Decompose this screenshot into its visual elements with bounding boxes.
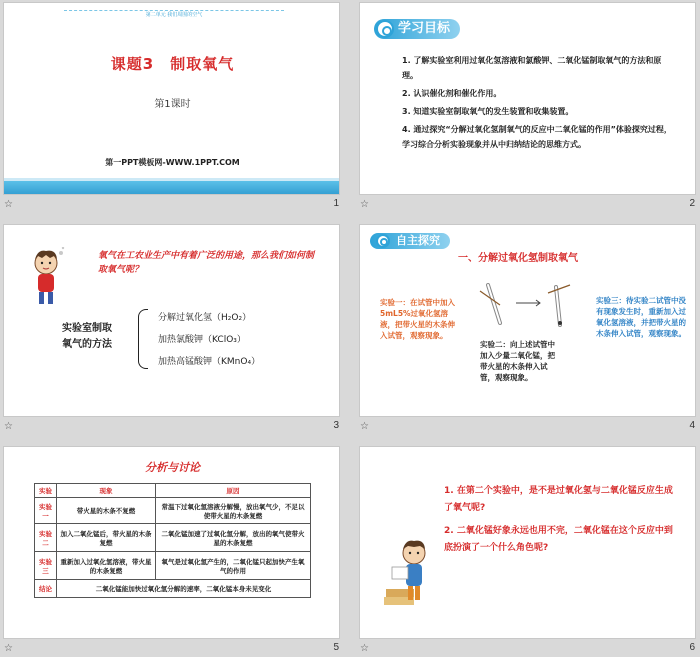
slide-footer [0,198,343,214]
slide-footer [0,420,343,436]
experiment-3-text: 实验三：待实验二试管中没有现象发生时，重新加入过氧化氢溶液，并把带火星的木条伸入试管，观察现象。 [596,296,686,338]
slide-thumb-2[interactable] [356,0,699,215]
list-item: 3. 知道实验室制取氧气的发生装置和收集装置。 [402,107,574,116]
question-bubble: 氧气在工农业生产中有着广泛的用途，那么我们如何制取氧气呢？ [98,251,315,275]
analysis-table [34,483,311,598]
list-item: 加热高锰酸钾（KMnO₄） [158,357,261,367]
section-header-label: 学习目标 [398,21,451,36]
slide-footer [356,420,699,436]
section-header [370,233,450,249]
target-icon [376,20,394,38]
row-label: 实验三 [35,552,57,580]
slide-title: 一、分解过氧化氢制取氧气 [458,253,578,264]
list-item: 2. 认识催化剂和催化作用。 [402,89,502,98]
slide-number: 5 [333,642,339,653]
star-icon[interactable]: ☆ [360,421,369,432]
slide-footer [0,642,343,657]
table-cell: 常温下过氧化氢溶液分解慢，放出氧气少，不足以使带火星的木条复燃 [156,498,311,524]
slide-title: 分析与讨论 [145,461,200,474]
slide-number: 3 [333,420,339,431]
reading-kid-illustration [384,535,434,615]
brace [138,309,148,369]
test-tube-diagram [470,283,590,333]
list-item: 1. 了解实验室利用过氧化氢溶液和氯酸钾、二氧化锰制取氧气的方法和原理。 [402,56,662,80]
slide-number: 1 [333,198,339,209]
experiment-1-text: 实验一：在试管中加入5mL5%过氧化氢溶液，把带火星的木条伸入试管，观察现象。 [380,298,455,340]
table-header-row [35,484,311,498]
slide-2[interactable] [359,2,696,195]
slide-subtitle: 第1课时 [154,99,191,110]
methods-label-line: 实验室制取 [62,323,112,334]
column-header: 现象 [57,484,156,498]
list-item: 分解过氧化氢（H₂O₂） [158,313,252,323]
table-cell: 二氧化锰能加快过氧化氢分解的速率，二氧化锰本身未见变化 [57,580,311,598]
table-row [35,580,311,598]
row-label: 实验一 [35,498,57,524]
table-row [35,524,311,552]
list-item: 加热氯酸钾（KClO₃） [158,335,246,345]
column-header: 实验 [35,484,57,498]
table-row [35,498,311,524]
slide-6[interactable] [359,446,696,639]
thinking-kid-illustration [26,247,66,307]
question-1: 1. 在第二个实验中，是不是过氧化氢与二氧化锰反应生成了氧气呢? [444,486,673,513]
slide-thumb-4[interactable] [356,222,699,437]
star-icon[interactable]: ☆ [360,643,369,654]
star-icon[interactable]: ☆ [4,421,13,432]
methods-label [62,321,112,353]
table-row [35,552,311,580]
table-cell: 加入二氧化锰后，带火星的木条复燃 [57,524,156,552]
slide-thumb-1[interactable] [0,0,343,215]
slide-thumb-6[interactable] [356,444,699,657]
target-icon [376,234,390,248]
methods-list [158,307,260,373]
table-cell: 氧气是过氧化氢产生的，二氧化锰只起加快产生氧气的作用 [156,552,311,580]
star-icon[interactable]: ☆ [4,199,13,210]
table-cell: 重新加入过氧化氢溶液，带火星的木条复燃 [57,552,156,580]
slide-1[interactable] [3,2,340,195]
slide-footer [356,198,699,214]
slide-number: 2 [689,198,695,209]
section-header [374,19,460,39]
slide-footer [356,642,699,657]
slide-thumb-3[interactable] [0,222,343,437]
section-header-label: 自主探究 [396,234,440,247]
slide-number: 4 [689,420,695,431]
question-2: 2. 二氧化锰好象永远也用不完，二氧化锰在这个反应中到底扮演了一个什么角色呢? [444,526,673,553]
row-label: 实验二 [35,524,57,552]
row-label: 结论 [35,580,57,598]
table-cell: 带火星的木条不复燃 [57,498,156,524]
slide-5[interactable] [3,446,340,639]
slide-title: 课题3 制取氧气 [110,55,235,73]
slide-4[interactable] [359,224,696,417]
slide-3[interactable] [3,224,340,417]
column-header: 原因 [156,484,311,498]
star-icon[interactable]: ☆ [4,643,13,654]
slide-number: 6 [689,642,695,653]
footer-bar [4,181,340,195]
methods-label-line: 氧气的方法 [62,339,112,350]
list-item: 4. 通过探究“分解过氧化氢制氧气的反应中二氧化锰的作用”体验探究过程，学习综合分析实验现象并从中归纳结论的思维方式。 [402,125,672,149]
site-credit: 第一PPT模板网-WWW.1PPT.COM [105,158,240,167]
goal-list [402,53,672,155]
experiment-2-text: 实验二：向上述试管中加入少量二氧化锰，把带火星的木条伸入试管，观察现象。 [480,340,555,382]
star-icon[interactable]: ☆ [360,199,369,210]
slide-thumb-5[interactable] [0,444,343,657]
table-cell: 二氧化锰加速了过氧化氢分解，放出的氧气使带火星的木条复燃 [156,524,311,552]
slide-header-line: 第二单元 我们周围的空气 [64,10,284,20]
